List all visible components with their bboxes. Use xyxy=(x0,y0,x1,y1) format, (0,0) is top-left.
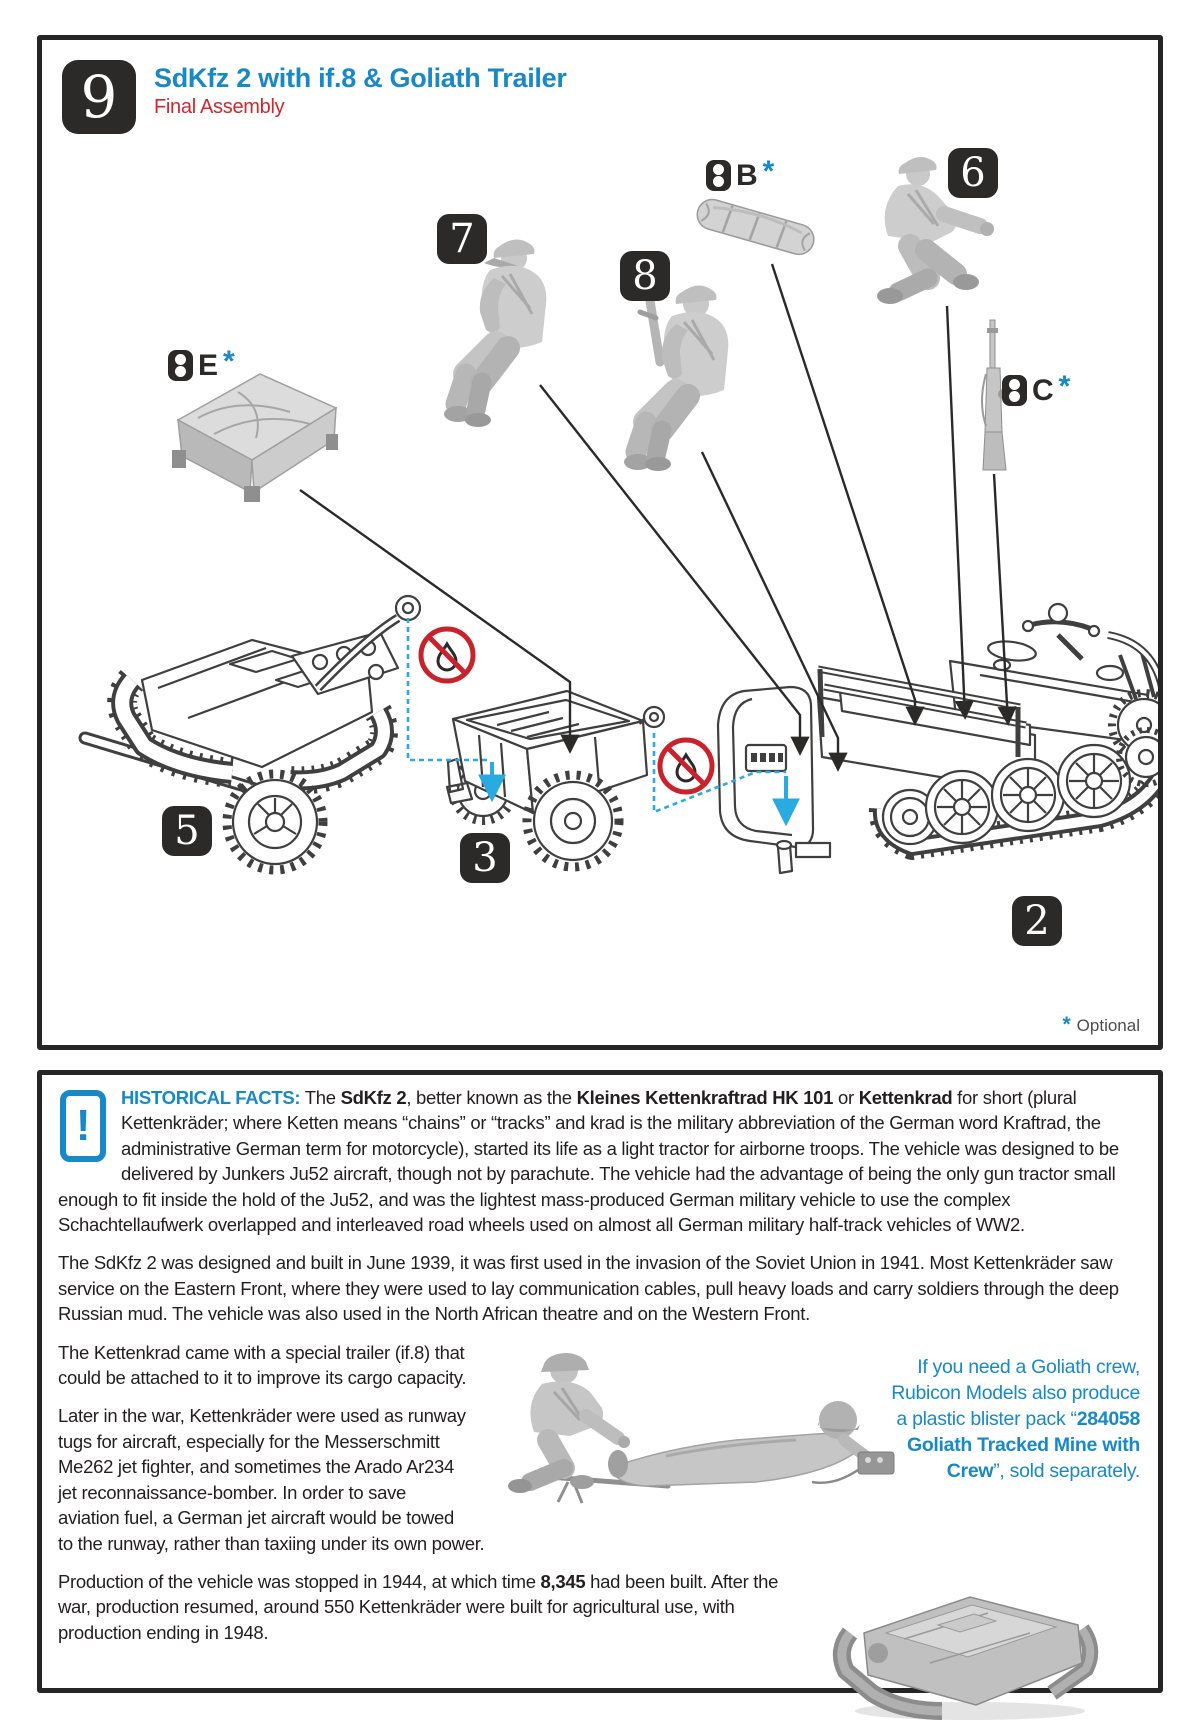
part-badge-3: 3 xyxy=(460,833,510,883)
sprue-icon xyxy=(168,350,193,381)
optional-asterisk: * xyxy=(1058,369,1071,403)
sprue-icon xyxy=(706,160,731,191)
part-badge-8: 8 xyxy=(620,251,670,301)
part-badge-5: 5 xyxy=(162,806,212,856)
optional-footnote: * Optional xyxy=(1062,1013,1140,1036)
page-subtitle: Final Assembly xyxy=(154,95,285,118)
facts-paragraph-4: Later in the war, Kettenkräder were used as runway tugs for aircraft, especially for the Messerschmitt Me262 jet fighter, and sometimes the Arado Ar234 jet reconnaissance-bomber. In order to save aviation fuel, a German jet aircraft would be towed to the runway, rather than taxiing under its own power. xyxy=(58,1405,485,1554)
sprue-icon xyxy=(1002,375,1027,406)
part-badge-2: 2 xyxy=(1012,896,1062,946)
historical-facts-panel xyxy=(37,1070,1163,1693)
step-header xyxy=(154,64,567,119)
step-number-badge xyxy=(62,60,136,134)
step-number: 9 xyxy=(80,63,118,131)
part-e-tarp-load xyxy=(172,374,338,502)
sdkfz2-kettenkrad xyxy=(718,604,1158,873)
goliath-crew-note: If you need a Goliath crew, Rubicon Models also produce a plastic blister pack “284058 Goliath Tracked Mine with Crew”, sold separately. xyxy=(891,1355,1140,1482)
exclamation-icon: ! xyxy=(60,1090,106,1162)
sprue-label-c: C * xyxy=(1002,375,1070,406)
facts-body xyxy=(42,1075,1158,1645)
assembly-diagram-panel xyxy=(37,35,1163,1050)
goliath-with-dolly xyxy=(85,596,420,870)
no-glue-icon xyxy=(421,629,473,681)
prone-soldier-with-detonator xyxy=(608,1401,894,1486)
facts-paragraph-5: Production of the vehicle was stopped in 1944, at which time 8,345 had been built. After the war, production resumed, around 550 Kettenkräder were built for agricultural use, with production ending in 1948. xyxy=(58,1570,779,1643)
sprue-label-b: B * xyxy=(706,160,774,191)
asterisk-icon: * xyxy=(1062,1013,1071,1036)
sprue-label-e: E * xyxy=(168,350,235,381)
facts-paragraph-3: The Kettenkrad came with a special trailer (if.8) that could be attached to it to improve its cargo capacity. xyxy=(58,1341,467,1389)
crew-figures-and-note xyxy=(482,1340,1142,1512)
part-b-bedroll xyxy=(694,196,818,258)
facts-paragraph-1: ! HISTORICAL FACTS: The SdKfz 2, better known as the Kleines Kettenkraftrad HK 101 or Kettenkrad for short (plural Kettenkräder; where Ketten means “chains” or “tracks” and krad is the military abbreviation of the German word Kraftrad, the administrative German term for motorcycle), started its life as a light tractor for airborne troops. The vehicle was designed to be delivered by Junkers Ju52 aircraft, though not by parachute. The vehicle had the advantage of being the only gun tractor small enough to fit inside the hold of the Ju52, and was the lightest mass-produced German military vehicle to use the complex Schachtellaufwerk overlapped and interleaved road wheels used on almost all German military half-track vehicles of WW2. xyxy=(58,1087,1119,1236)
goliath-crew-figures xyxy=(488,1334,908,1514)
facts-heading: HISTORICAL FACTS: xyxy=(121,1087,301,1108)
goliath-render-block xyxy=(812,1571,1142,1729)
optional-asterisk: * xyxy=(223,344,235,378)
optional-asterisk: * xyxy=(762,154,775,188)
part-badge-7: 7 xyxy=(437,214,487,264)
facts-paragraph-2: The SdKfz 2 was designed and built in June 1939, it was first used in the invasion of the Soviet Union in 1941. Most Kettenkräder saw service on the Eastern Front, where they were used to lay communication cables, pull heavy loads and carry soldiers through the deep Russian mud. The vehicle was also used in the North African theatre and on the Western Front. xyxy=(58,1252,1119,1325)
figure-7-seated-crewman xyxy=(444,239,546,427)
part-badge-6: 6 xyxy=(948,148,998,198)
goliath-tracked-mine-render xyxy=(820,1571,1130,1723)
no-glue-icon xyxy=(660,740,712,792)
page-title: SdKfz 2 with if.8 & Goliath Trailer xyxy=(154,63,567,93)
